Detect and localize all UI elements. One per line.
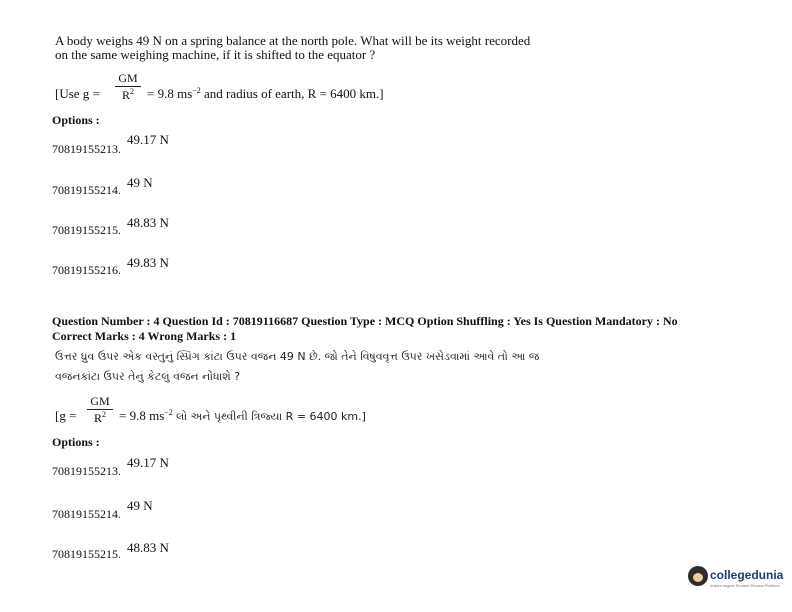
question-text-line-2: on the same weighing machine, if it is shifted to the equator ? — [55, 47, 376, 62]
given-prefix: [Use g = — [55, 86, 100, 101]
option-text: 49.17 N — [127, 455, 169, 470]
option-text: 48.83 N — [127, 540, 169, 555]
option-text: 48.83 N — [127, 215, 169, 230]
option-id: 70819155215. — [52, 547, 121, 561]
option-id: 70819155215. — [52, 223, 121, 237]
fraction-numerator: GM — [90, 394, 110, 408]
mascot-icon — [688, 566, 708, 586]
option-id: 70819155213. — [52, 142, 121, 156]
logo-tagline: India's largest Student Review Platform — [710, 583, 780, 588]
option-id: 70819155214. — [52, 183, 121, 197]
option-id: 70819155216. — [52, 263, 121, 277]
option-id: 70819155214. — [52, 507, 121, 521]
options-label: Options : — [52, 435, 100, 449]
collegedunia-logo — [688, 566, 788, 592]
option-text: 49.17 N — [127, 132, 169, 147]
gujarati-question-line-2: વજનકાંટા ઉપર તેનું કેટલું વજન નોંધાશે ? — [55, 370, 241, 383]
logo-name: collegedunia — [710, 568, 784, 582]
fraction-bar — [115, 86, 141, 87]
question-text-line-1: A body weighs 49 N on a spring balance at the north pole. What will be its weight recorded — [55, 33, 531, 48]
gm-over-r2-fraction — [87, 395, 113, 425]
fraction-denominator: $R^2$ — [93, 410, 106, 425]
fraction-numerator: GM — [118, 71, 138, 85]
fraction-bar — [87, 409, 113, 410]
fraction-denominator: $R^2$ — [121, 87, 134, 102]
option-text: 49 N — [127, 498, 153, 513]
options-label: Options : — [52, 113, 100, 127]
gujarati-question-line-1: ઉત્તર ધ્રુવ ઉપર એક વસ્તુનું સ્પ્રિંગ કાંટા ઉપર વજન 49 N છે. જો તેને વિષુવવૃત્ત ઉપર ખસેડવામાં આવે તો આ જ — [55, 350, 540, 363]
option-id: 70819155213. — [52, 464, 121, 478]
option-text: 49.83 N — [127, 255, 169, 270]
option-text: 49 N — [127, 175, 153, 190]
gm-over-r2-fraction — [115, 72, 141, 102]
question-meta-line-2: Correct Marks : 4 Wrong Marks : 1 — [52, 329, 237, 343]
given-value: = 9.8 $ms^{-2}$ લો અને પૃથ્વીની ત્રિજ્યા R = 6400 km.] — [119, 408, 366, 423]
given-value: = 9.8 $ms^{-2}$ and radius of earth, R = 6400 km.] — [147, 86, 384, 101]
question-meta-line-1: Question Number : 4 Question Id : 70819116687 Question Type : MCQ Option Shuffling : Yes Is Question Mandatory : No — [52, 314, 678, 328]
given-prefix: [g = — [55, 408, 77, 423]
